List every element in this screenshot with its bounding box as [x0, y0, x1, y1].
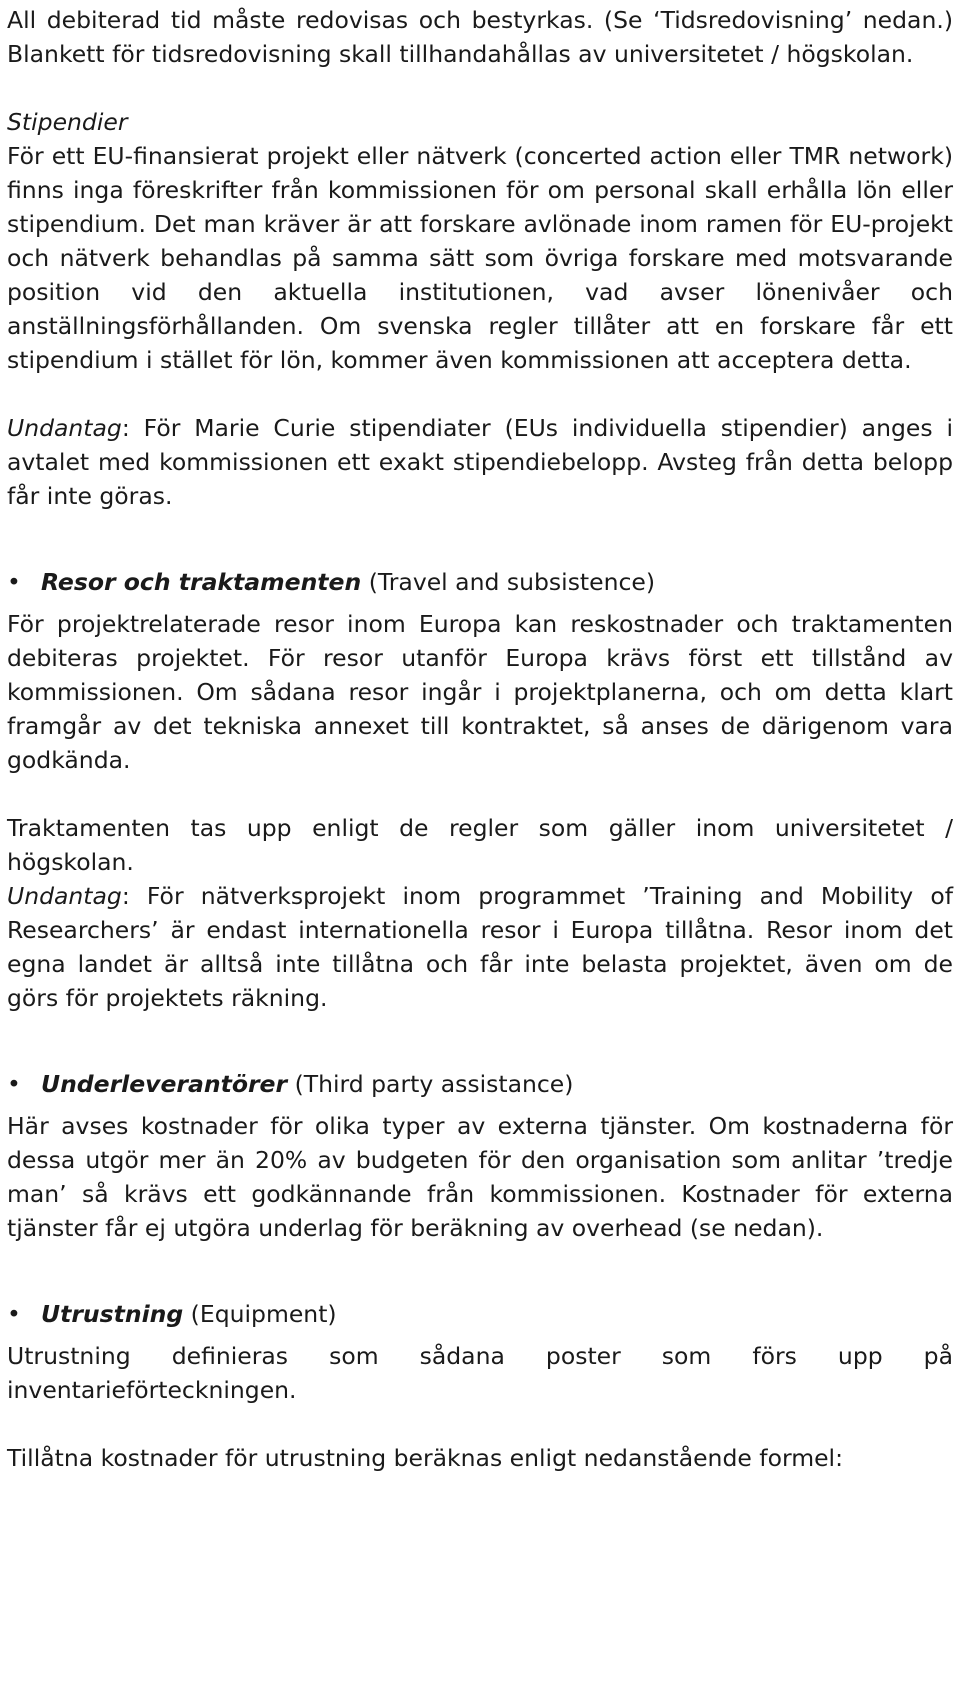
stipendier-exception — [7, 411, 953, 513]
resor-paragraph-1: För projektrelaterade resor inom Europa kan reskostnader och traktamenten debiteras projektet. För resor utanför Europa krävs först ett tillstånd av kommissionen. Om sådana resor ingår i projektplanerna, och om detta klart framgår av det tekniska annexet till kontraktet, så anses de därigenom vara godkända. — [7, 610, 953, 774]
section-subtitle: (Third party assistance) — [287, 1070, 574, 1098]
intro-paragraph: All debiterad tid måste redovisas och bestyrkas. (Se ‘Tidsredovisning’ nedan.) Blankett för tidsredovisning skall tillhandahållas av universitetet / högskolan. — [7, 6, 953, 68]
utrustning-paragraph-2: Tillåtna kostnader för utrustning beräknas enligt nedanstående formel: — [7, 1444, 843, 1472]
document-page — [7, 3, 953, 1475]
section-heading — [7, 565, 953, 599]
exception-text: : För Marie Curie stipendiater (EUs individuella stipendier) anges i avtalet med kommissionen ett exakt stipendiebelopp. Avsteg från detta belopp får inte göras. — [7, 414, 953, 510]
stipendier-heading: Stipendier — [7, 108, 128, 136]
section-subtitle: (Travel and subsistence) — [361, 568, 656, 596]
utrustning-paragraph-1: Utrustning definieras som sådana poster som förs upp på inventarieförteckningen. — [7, 1342, 953, 1404]
section-title: Utrustning — [41, 1300, 184, 1328]
stipendier-body: För ett EU-finansierat projekt eller nätverk (concerted action eller TMR network) finns inga föreskrifter från kommissionen för om personal skall erhålla lön eller stipendium. Det man kräver är att forskare avlönade inom ramen för EU-projekt och nätverk behandlas på samma sätt som övriga forskare med motsvarande position vid den aktuella institutionen, vad avser lönenivåer och anställningsförhållanden. Om svenska regler tillåter att en forskare får ett stipendium i stället för lön, kommer även kommissionen att acceptera detta. — [7, 142, 953, 374]
exception-text: : För nätverksprojekt inom programmet ’Training and Mobility of Researchers’ är endast internationella resor i Europa tillåtna. Resor inom det egna landet är alltså inte tillåtna och får inte belasta projektet, även om de görs för projektets räkning. — [7, 882, 953, 1012]
underleverantorer-paragraph-1: Här avses kostnader för olika typer av externa tjänster. Om kostnaderna för dessa utgör mer än 20% av budgeten för den organisation som anlitar ’tredje man’ så krävs ett godkännande från kommissionen. Kostnader för externa tjänster får ej utgöra underlag för beräkning av overhead (se nedan). — [7, 1112, 953, 1242]
bullet-icon: • — [7, 1300, 21, 1328]
section-resor — [7, 565, 953, 1015]
section-underleverantorer — [7, 1067, 953, 1245]
exception-label: Undantag — [7, 414, 122, 442]
section-utrustning — [7, 1297, 953, 1475]
bullet-icon: • — [7, 1070, 21, 1098]
section-heading — [7, 1297, 953, 1331]
exception-label: Undantag — [7, 882, 122, 910]
bullet-icon: • — [7, 568, 21, 596]
resor-paragraph-2: Traktamenten tas upp enligt de regler som gäller inom universitetet / högskolan. — [7, 814, 953, 876]
section-title: Underleverantörer — [41, 1070, 288, 1098]
resor-exception — [7, 879, 953, 1015]
section-title: Resor och traktamenten — [41, 568, 362, 596]
section-heading — [7, 1067, 953, 1101]
section-subtitle: (Equipment) — [183, 1300, 337, 1328]
